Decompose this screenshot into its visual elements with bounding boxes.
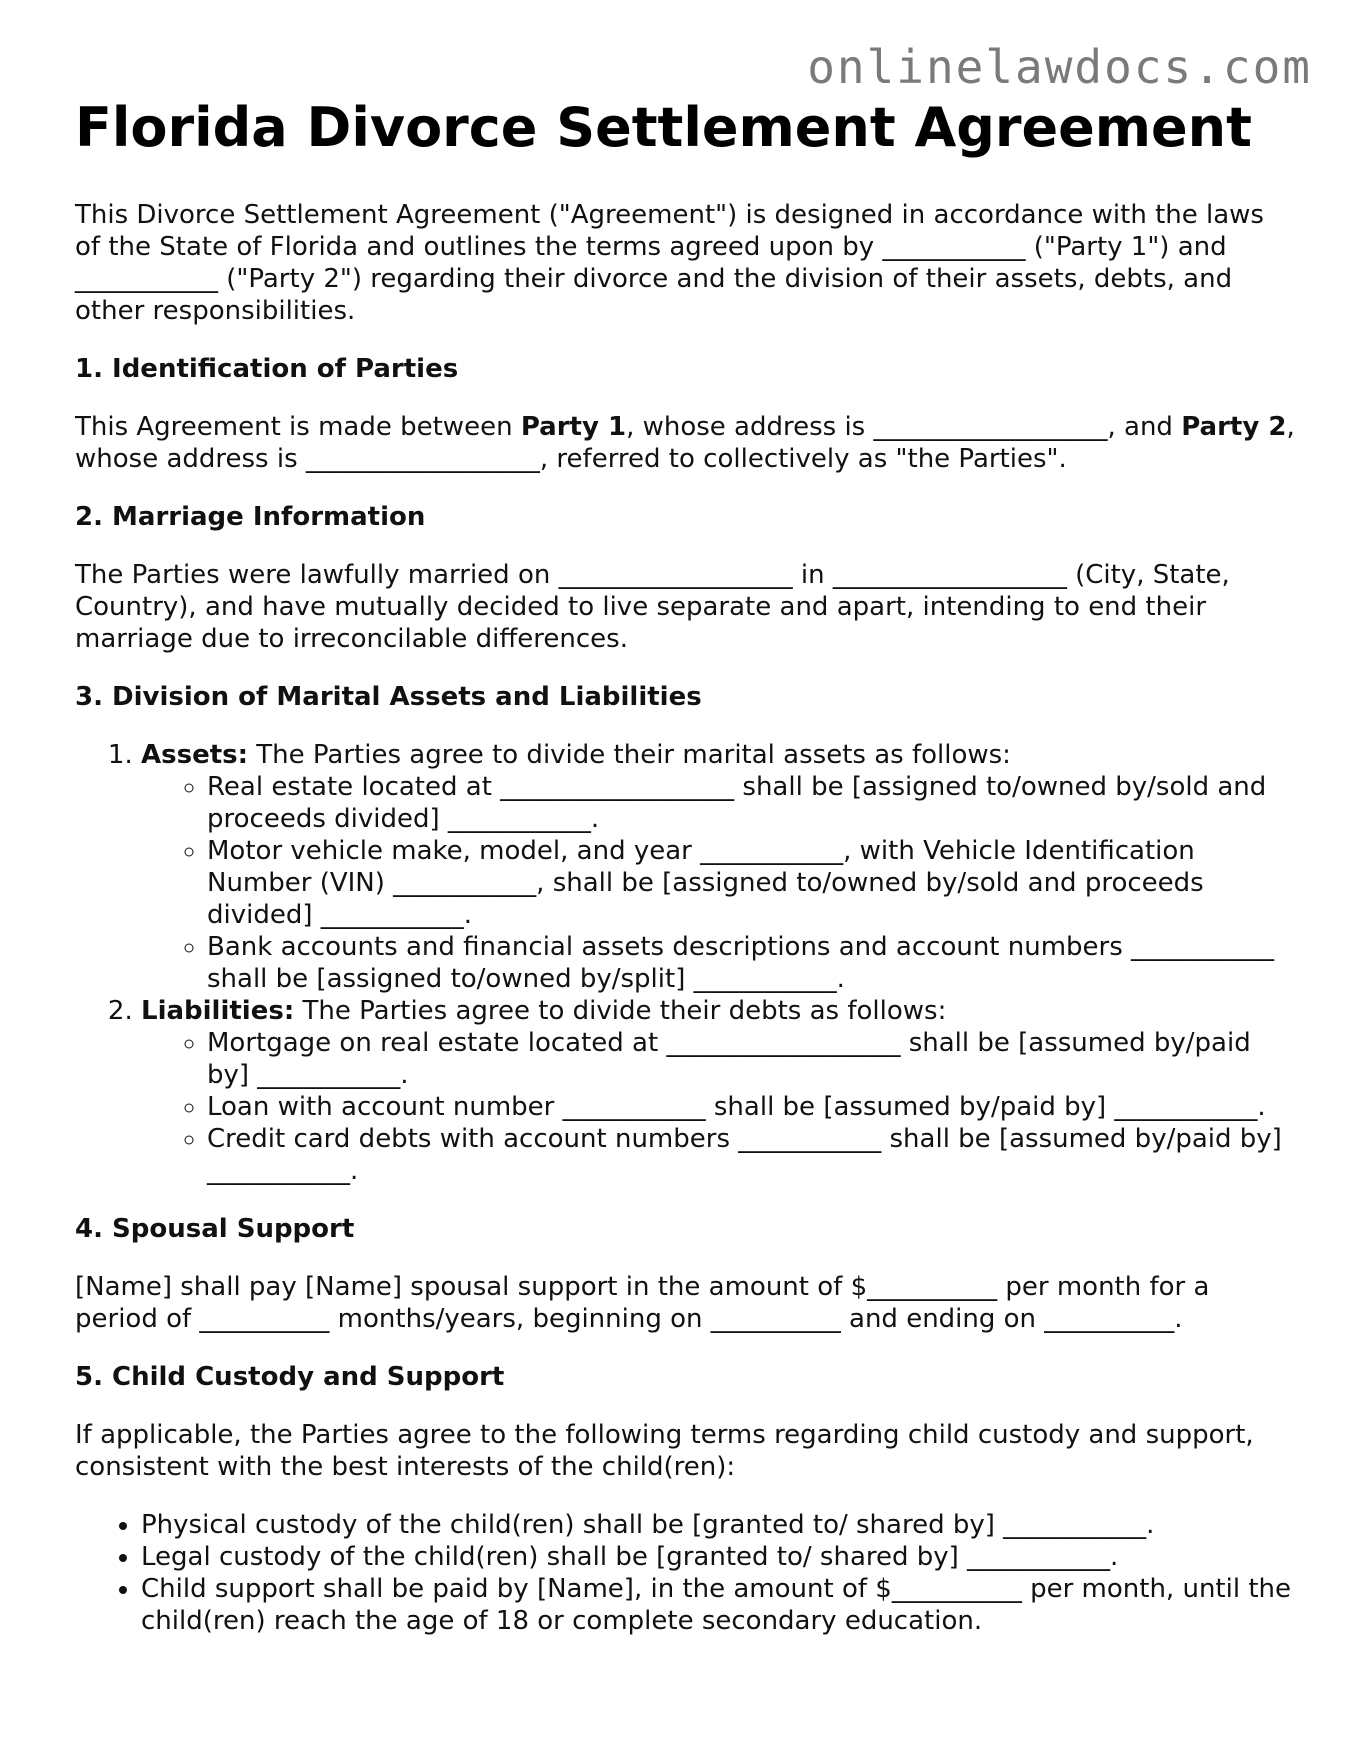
section-heading-marriage: 2. Marriage Information [75,501,426,532]
list-item: ◦ Bank accounts and financial assets descriptions and account numbers ___________ shall be [assigned to/owned by/split] ___________. [207,931,1295,995]
list-item: • Physical custody of the child(ren) shall be [granted to/ shared by] ___________. [141,1509,1295,1541]
section-heading-spousal-support: 4. Spousal Support [75,1213,355,1244]
section-heading-child-custody: 5. Child Custody and Support [75,1361,505,1392]
list-item: • Child support shall be paid by [Name], in the amount of $__________ per month, until the child(ren) reach the age of 18 or complete secondary education. [141,1573,1295,1637]
assets-sublist [141,771,1295,995]
parties-paragraph [75,411,1295,475]
page-title: Florida Divorce Settlement Agreement [75,96,1252,159]
section-heading-division: 3. Division of Marital Assets and Liabilities [75,681,702,712]
section-heading-parties: 1. Identification of Parties [75,353,459,384]
assets-label: Assets: [141,739,249,770]
marriage-paragraph: The Parties were lawfully married on __________________ in __________________ (City, State, Country), and have mutually decided to live separate and apart, intending to end their marriage due to irreconcilable differences. [75,559,1230,654]
parties-text-1: This Agreement is made between [75,411,521,442]
parties-text-3: , whose address is __________________, referred to collectively as "the Parties". [75,411,1295,474]
liabilities-sublist [141,1027,1295,1187]
list-item: ◦ Real estate located at __________________ shall be [assigned to/owned by/sold and proceeds divided] ___________. [207,771,1295,835]
liabilities-intro: The Parties agree to divide their debts as follows: [294,995,947,1026]
list-item: ◦ Mortgage on real estate located at __________________ shall be [assumed by/paid by] ___________. [207,1027,1295,1091]
assets-item [141,739,1295,995]
list-item: • Legal custody of the child(ren) shall be [granted to/ shared by] ___________. [141,1541,1295,1573]
party1-label: Party 1 [520,411,627,442]
assets-intro: The Parties agree to divide their marital assets as follows: [248,739,1011,770]
liabilities-label: Liabilities: [141,995,295,1026]
liabilities-item [141,995,1295,1187]
intro-paragraph: This Divorce Settlement Agreement ("Agreement") is designed in accordance with the laws of the State of Florida and outlines the terms agreed upon by ___________ ("Party 1") and ___________ ("Party 2") regarding their divorce and the division of their assets, debts, and other responsibilities. [75,199,1264,326]
spousal-support-paragraph: [Name] shall pay [Name] spousal support in the amount of $__________ per month for a period of __________ months/years, beginning on __________ and ending on __________. [75,1271,1210,1334]
parties-text-2: , whose address is __________________, and [626,411,1182,442]
child-custody-paragraph: If applicable, the Parties agree to the following terms regarding child custody and support, consistent with the best interests of the child(ren): [75,1419,1254,1482]
list-item: ◦ Motor vehicle make, model, and year ___________, with Vehicle Identification Number (VIN) ___________, shall be [assigned to/owned by/sold and proceeds divided] ___________. [207,835,1295,931]
document-page [75,96,1295,1663]
site-watermark: onlinelawdocs.com [807,40,1312,94]
list-item: ◦ Credit card debts with account numbers ___________ shall be [assumed by/paid by] ___________. [207,1123,1295,1187]
list-item: ◦ Loan with account number ___________ shall be [assumed by/paid by] ___________. [207,1091,1295,1123]
party2-label: Party 2 [1181,411,1287,442]
division-list [75,739,1295,1187]
child-custody-list [75,1509,1295,1637]
